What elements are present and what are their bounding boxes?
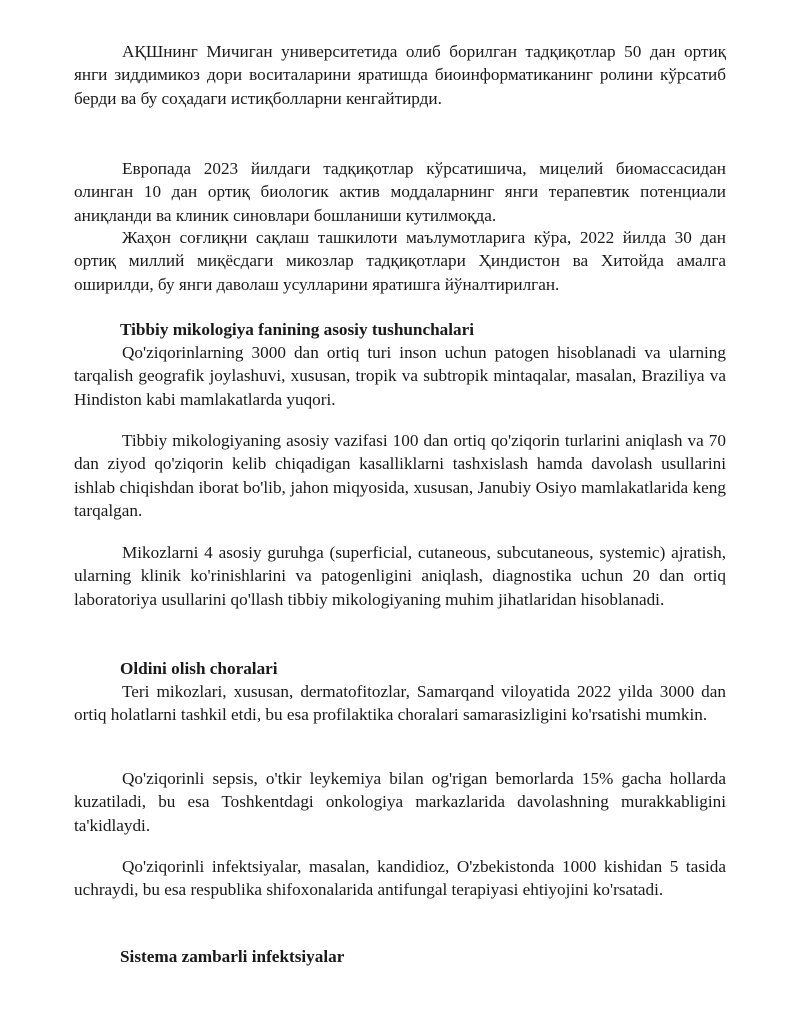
paragraph-mycoses-groups: Mikozlarni 4 asosiy guruhga (superficial, cutaneous, subcutaneous, systemic) ajratish, ularning klinik ko'rinishlarini va patogenligini aniqlash, diagnostika uchun 20 dan ortiq laboratoriya usullarini qo'llash tibbiy mikologiyaning muhim jihatlaridan hisoblanadi. xyxy=(74,543,726,609)
section-heading-prevention: Oldini olish choralari xyxy=(120,659,278,678)
section-heading-basic-concepts: Tibbiy mikologiya fanining asosiy tushunchalari xyxy=(120,320,475,339)
paragraph-pathogenic-species: Qo'ziqorinlarning 3000 dan ortiq turi inson uchun patogen hisoblanadi va ularning tarqalish geografik joylashuvi, xususan, tropik va subtropik mintaqalar, masalan, Braziliya va Hindiston kabi mamlakatlarda yuqori. xyxy=(74,343,726,409)
paragraph-michigan-research: АҚШнинг Мичиган университетида олиб борилган тадқиқотлар 50 дан ортиқ янги зиддимикоз дори воситаларини яратишда биоинформатиканинг ролини кўрсатиб берди ва бу соҳадаги истиқболларни кенгайтирди. xyxy=(74,42,726,108)
paragraph-fungal-sepsis: Qo'ziqorinli sepsis, o'tkir leykemiya bilan og'rigan bemorlarda 15% gacha hollarda kuzatiladi, bu esa Toshkentdagi onkologiya markazlarida davolashning murakkabligini ta'kidlaydi. xyxy=(74,769,726,835)
paragraph-candidiasis: Qo'ziqorinli infektsiyalar, masalan, kandidioz, O'zbekistonda 1000 kishidan 5 tasida uchraydi, bu esa respublika shifoxonalarida antifungal terapiyasi ehtiyojini ko'rsatadi. xyxy=(74,857,726,900)
paragraph-skin-mycoses: Teri mikozlari, xususan, dermatofitozlar, Samarqand viloyatida 2022 yilda 3000 dan ortiq holatlarni tashkil etdi, bu esa profilaktika choralari samarasizligini ko'rsatishi mumkin. xyxy=(74,682,726,725)
paragraph-main-task: Tibbiy mikologiyaning asosiy vazifasi 100 dan ortiq qo'ziqorin turlarini aniqlash va 70 dan ziyod qo'ziqorin kelib chiqadigan kasalliklarni tashxislash hamda davolash usullarini ishlab chiqishdan iborat bo'lib, jahon miqyosida, xususan, Janubiy Osiyo mamlakatlarida keng tarqalgan. xyxy=(74,431,726,521)
section-heading-systemic-infections: Sistema zambarli infektsiyalar xyxy=(120,947,345,966)
paragraph-europe-2023: Европада 2023 йилдаги тадқиқотлар кўрсатишича, мицелий биомассасидан олинган 10 дан ортиқ биологик актив моддаларнинг янги терапевтик потенциали аниқланди ва клиник синовлари бошланиши кутилмоқда. xyxy=(74,159,726,225)
paragraph-who-2022: Жаҳон соғлиқни сақлаш ташкилоти маълумотларига кўра, 2022 йилда 30 дан ортиқ миллий миқёсдаги микозлар тадқиқотлари Ҳиндистон ва Хитойда амалга оширилди, бу янги даволаш усулларини яратишга йўналтирилган. xyxy=(74,228,726,294)
